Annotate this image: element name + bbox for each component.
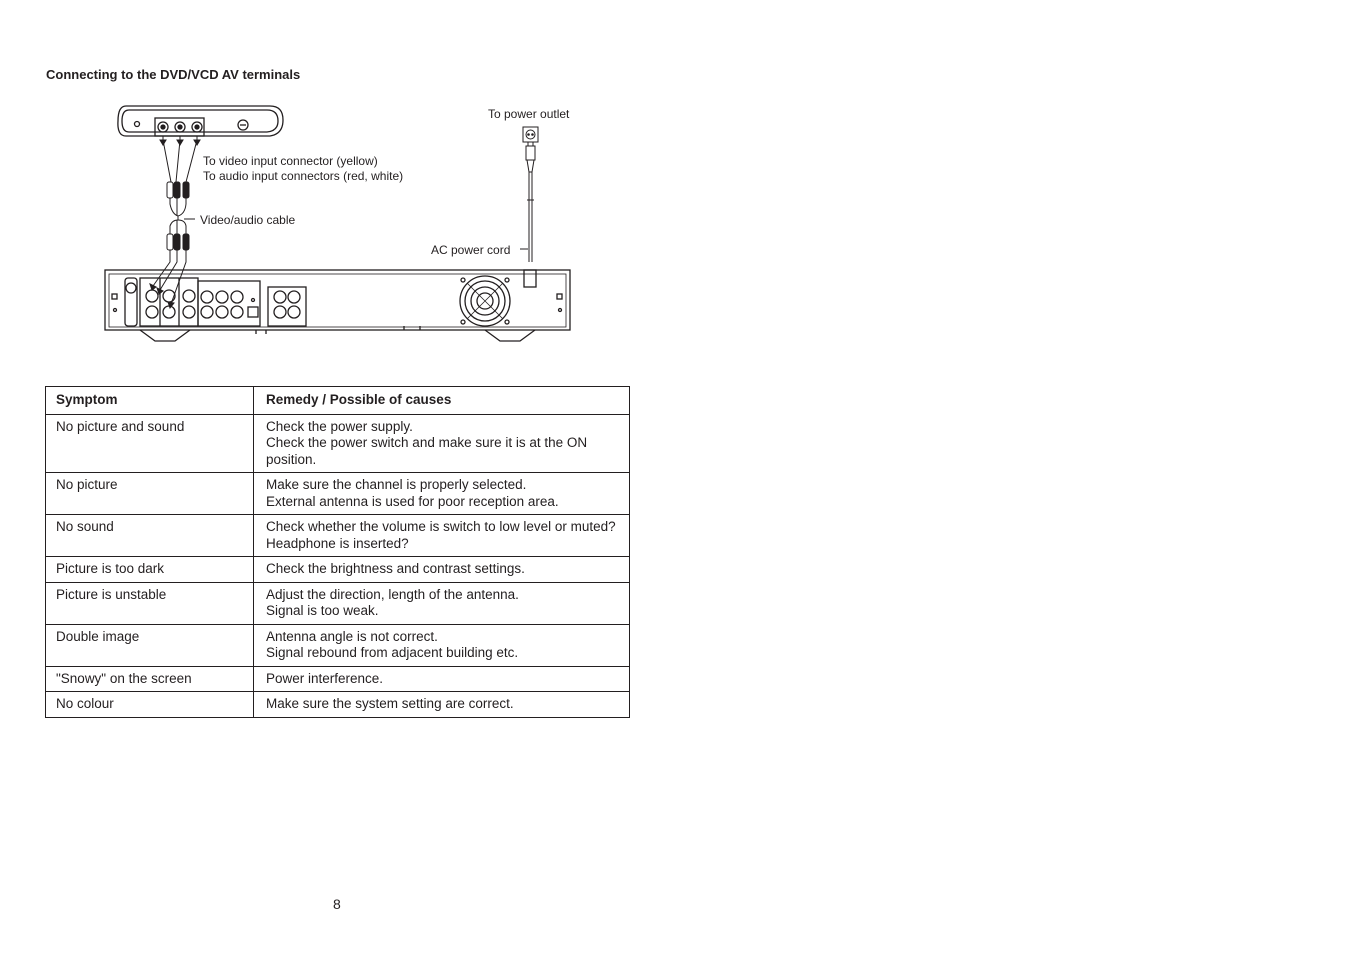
symptom-cell: "Snowy" on the screen [46,666,254,692]
troubleshooting-table [45,386,630,718]
page-number: 8 [333,896,341,912]
header-remedy: Remedy / Possible of causes [254,387,630,415]
remedy-line: Power interference. [266,670,384,686]
label-video-input: To video input connector (yellow) [203,154,378,168]
table-row [46,666,630,692]
remedy-cell [254,515,630,557]
table-body [46,414,630,717]
table-row [46,557,630,583]
label-power-cord: AC power cord [431,243,511,257]
header-symptom: Symptom [46,387,254,415]
table-row [46,515,630,557]
table-row [46,624,630,666]
symptom-cell: No picture and sound [46,414,254,473]
av-cable-upper [150,136,200,308]
symptom-cell: Picture is unstable [46,582,254,624]
remedy-line: Check the power switch and make sure it is at the ON position. [266,435,588,467]
remedy-cell [254,414,630,473]
remedy-cell [254,666,630,692]
power-outlet [523,127,538,262]
remedy-line: Signal is too weak. [266,603,379,618]
remedy-line: Adjust the direction, length of the antenna. [266,586,519,602]
table-row [46,473,630,515]
tv-rear-panel [118,106,283,136]
table-row [46,692,630,718]
dvd-player-rear-panel [105,270,570,341]
remedy-line: Check whether the volume is switch to low level or muted? [266,519,616,534]
table-row [46,582,630,624]
remedy-line: Antenna angle is not correct. [266,628,438,644]
symptom-cell: No sound [46,515,254,557]
remedy-line: Signal rebound from adjacent building etc. [266,645,519,660]
symptom-cell: Picture is too dark [46,557,254,583]
remedy-line: External antenna is used for poor reception area. [266,493,559,509]
label-power-outlet: To power outlet [488,107,570,121]
remedy-cell [254,624,630,666]
remedy-cell [254,557,630,583]
table-row [46,414,630,473]
symptom-cell: No colour [46,692,254,718]
label-av-cable: Video/audio cable [200,213,296,227]
remedy-line: Make sure the channel is properly selected. [266,477,527,492]
remedy-line: Headphone is inserted? [266,535,409,551]
symptom-cell: No picture [46,473,254,515]
label-audio-input: To audio input connectors (red, white) [203,169,404,183]
remedy-cell [254,473,630,515]
section-heading: Connecting to the DVD/VCD AV terminals [46,67,301,82]
connection-diagram [0,0,700,360]
remedy-cell [254,692,630,718]
remedy-line: Make sure the system setting are correct. [266,696,514,711]
remedy-line: Check the brightness and contrast settings. [266,561,525,576]
table-header-row [46,387,630,415]
symptom-cell: Double image [46,624,254,666]
remedy-line: Check the power supply. [266,418,413,434]
remedy-cell [254,582,630,624]
